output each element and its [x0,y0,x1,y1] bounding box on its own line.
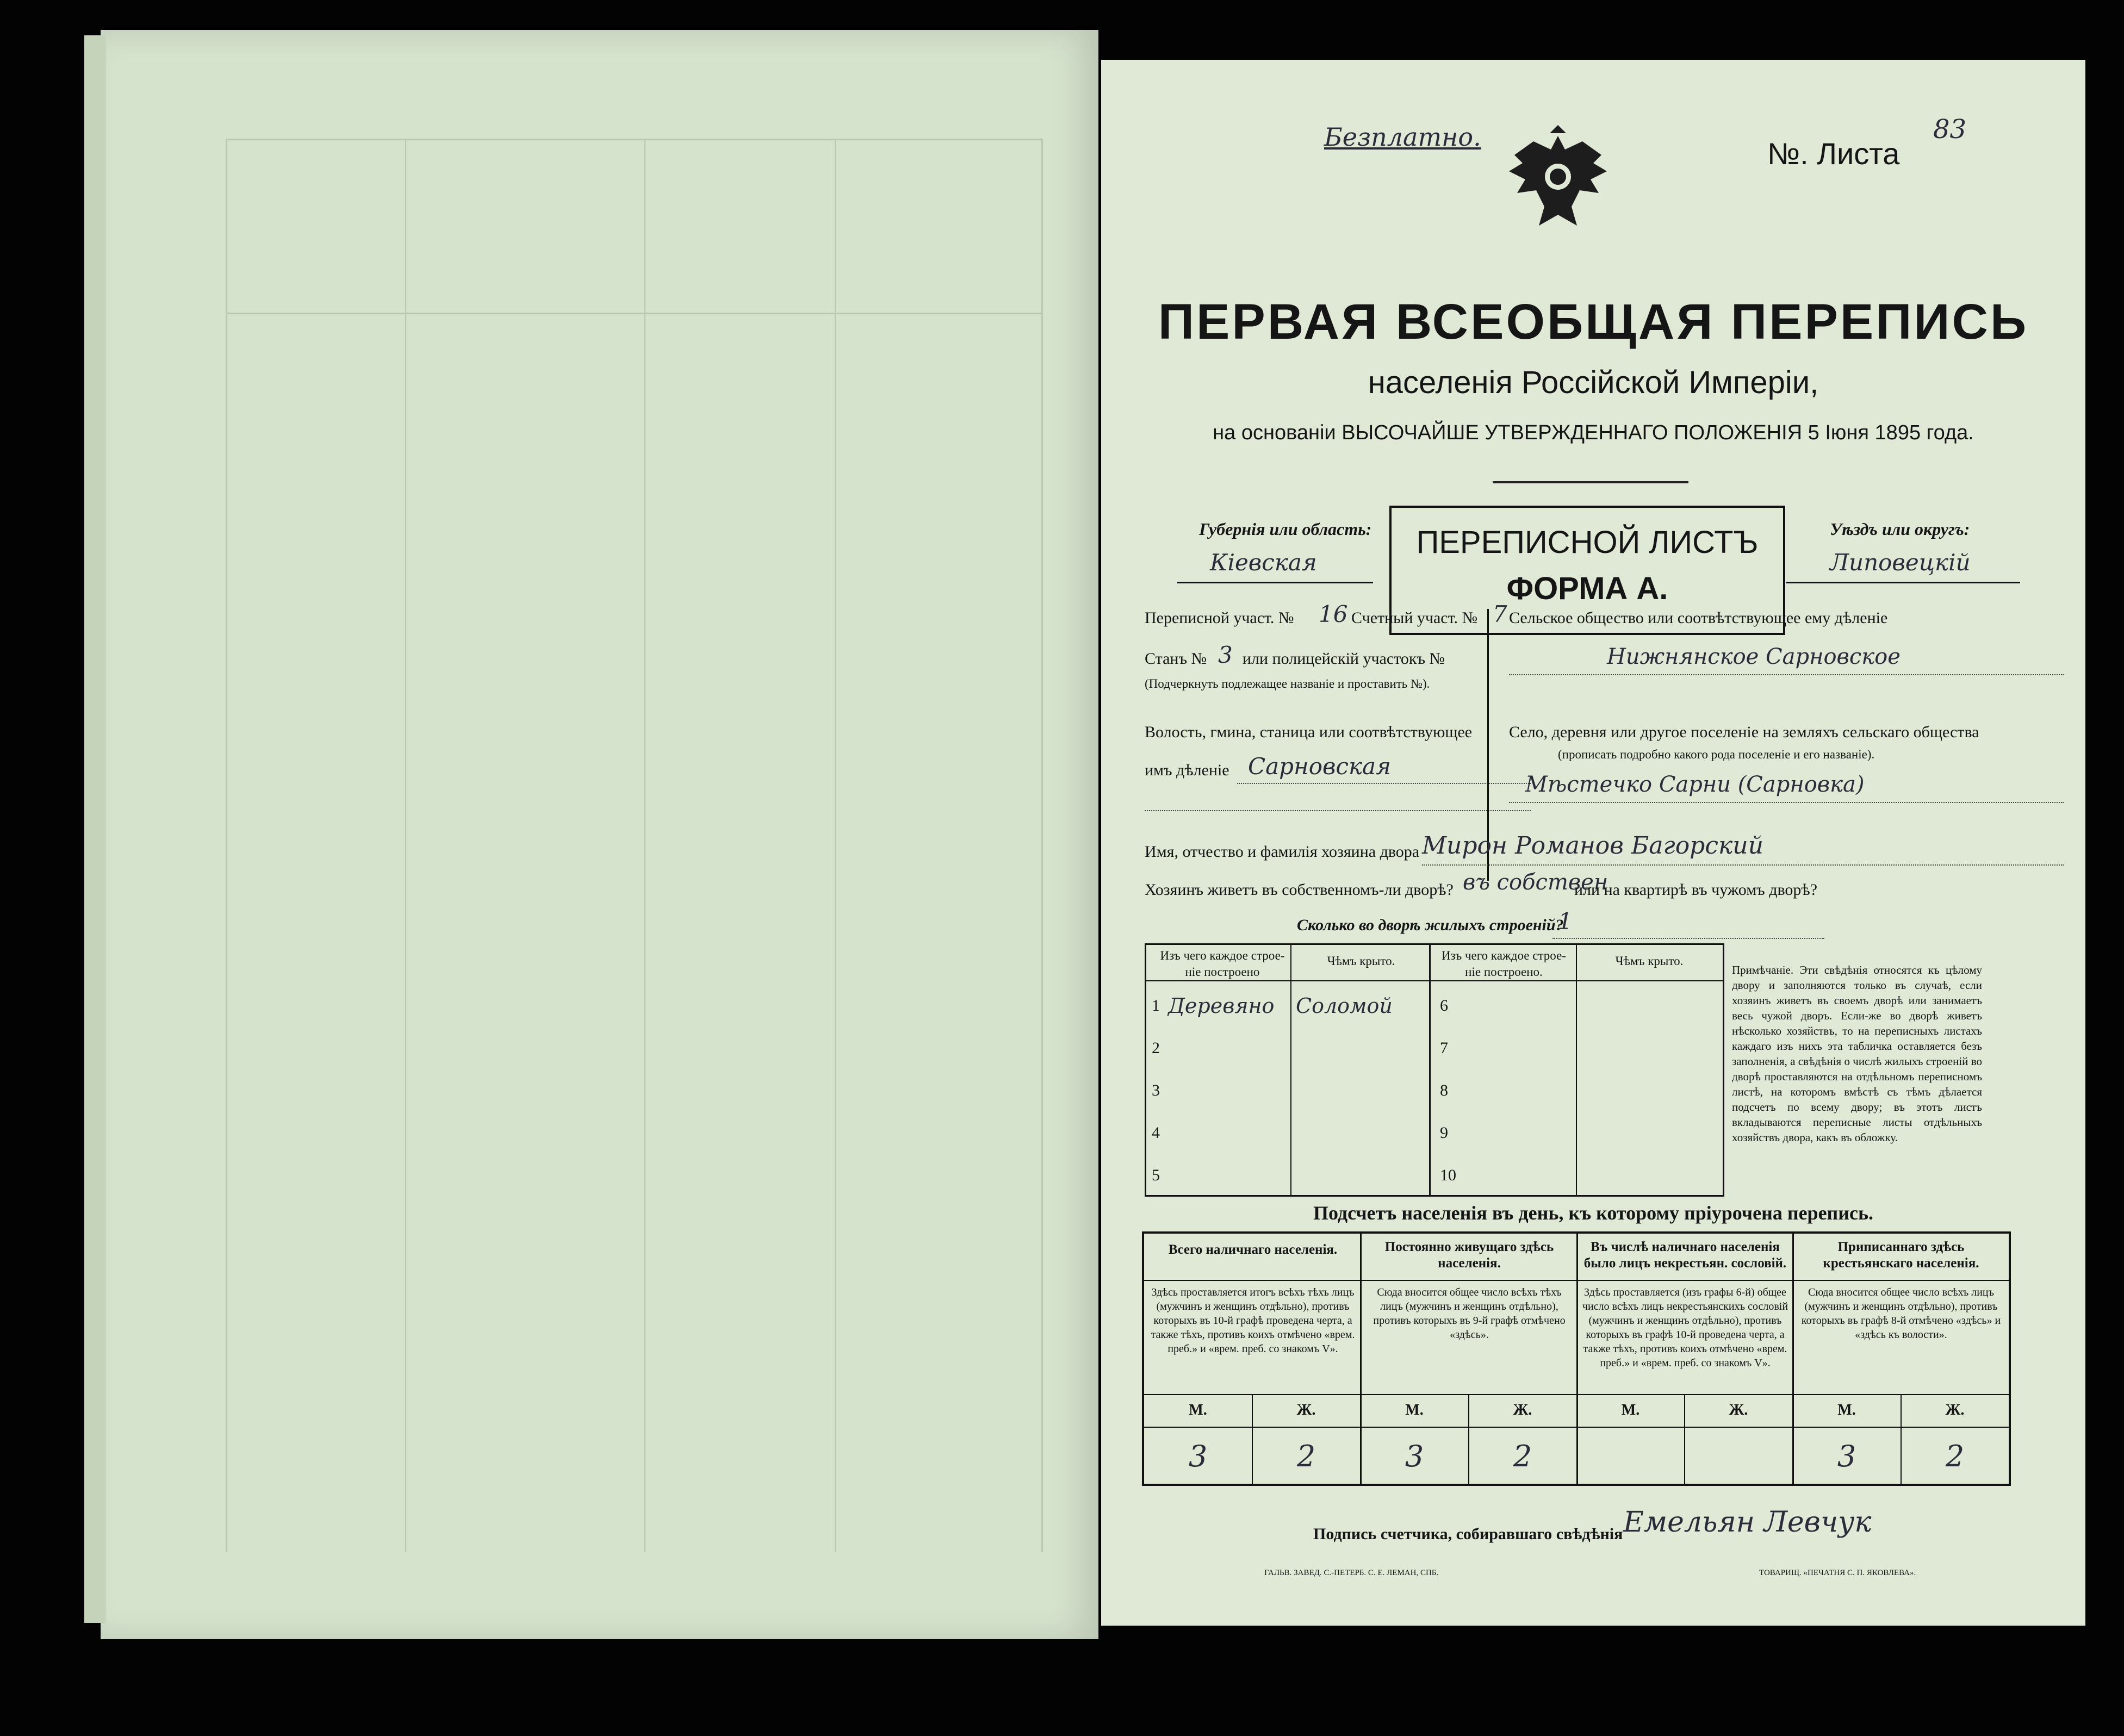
population-title: Подсчетъ населенія въ день, къ которому пріурочена перепись. [1313,1202,1874,1224]
owner-value: Мирон Романов Багорский [1422,832,1763,860]
selskoe-label: Сельское общество или соотвѣтствующее ему дѣленіе [1509,609,1888,627]
lives-value: въ собствен [1463,870,1608,895]
stan-note: (Подчеркнуть подлежащее названіе и проставить №). [1145,677,1430,690]
col-roof-header: Чѣмъ крыто. [1327,954,1395,968]
table-row: 4 [1152,1124,1160,1142]
count-value: 3 [1188,1439,1208,1473]
gubernia-block [1156,511,1373,587]
uchast-label: Переписной участ. № [1145,609,1294,627]
ghost-rule [644,139,645,1552]
table-row: 5 [1152,1166,1160,1184]
lives-label-2: или на квартирѣ въ чужомъ дворѣ? [1574,881,1818,899]
volost-label: Волость, гмина, станица или соотвѣтствующее [1145,723,1473,741]
buildings-table [1145,943,1724,1197]
form-subtitle: ФОРМА А. [1506,571,1668,606]
signature-value: Емельян Левчук [1623,1506,1872,1539]
sheet-number-value: 83 [1933,114,1967,145]
pop-col-header: Приписаннаго здѣсь крестьянскаго населенія. [1823,1240,1979,1271]
zh-label: Ж. [1513,1402,1532,1418]
col-material-header-2: Изъ чего каждое строе-ніе построено. [1442,949,1566,979]
census-basis: на основаніи ВЫСОЧАЙШЕ УТВЕРЖДЕННАГО ПОЛОЖЕНІЯ 5 Іюня 1895 года. [1213,421,1974,444]
stan-value: 3 [1218,642,1233,668]
m-label: М. [1189,1402,1207,1418]
sheet-number-label: №. Листа [1767,136,1900,171]
imperial-eagle-icon [1506,125,1610,234]
ghost-rule [835,139,836,1552]
selo-label: Село, деревня или другое поселеніе на земляхъ сельскаго общества [1509,723,1979,741]
note-text: Примѣчаніе. Эти свѣдѣнія относятся къ цѣлому двору и заполняются только въ случаѣ, если хозяинъ живетъ въ своемъ дворѣ или занимаетъ весь чужой дворъ. Если-же во дворѣ живетъ нѣсколько хозяйствъ, то на переписныхъ листахъ каждаго изъ нихъ эта табличка оставляется безъ заполненія, а свѣдѣнія о числѣ жилыхъ строеній во дворѣ проставляются на отдѣльномъ переписномъ листѣ, на которомъ вмѣстѣ съ тѣмъ дѣлается подсчетъ по всему двору; въ этотъ листъ вкладываются переписные листы отдѣльныхъ хозяйствъ двора, какъ въ обложку. [1732,963,1982,1144]
pop-col-header: Въ числѣ наличнаго населенія было лицъ некрестьян. сословій. [1583,1240,1787,1271]
pop-col-desc: Здѣсь проставляется (изъ графы 6-й) общее число всѣхъ лицъ некрестьянскихъ сословій (мужчинъ и женщинъ отдѣльно), противъ которыхъ въ графѣ 10-й проведена черта, а также тѣхъ, противъ коихъ отмѣчено «врем. преб.» и «врем. преб. со знакомъ V». [1582,1286,1788,1369]
zh-label: Ж. [1729,1402,1748,1418]
gubernia-label: Губернія или область: [1199,519,1372,539]
count-value: 2 [1513,1439,1532,1473]
count-value: 2 [1945,1439,1965,1473]
printer-imprint-right: ТОВАРИЩ. «ПЕЧАТНЯ С. П. ЯКОВЛЕВА». [1759,1569,1916,1577]
uezd-value: Липовецкій [1830,549,1971,576]
m-label: М. [1405,1402,1424,1418]
population-table [1142,1231,2011,1486]
selo-note: (прописать подробно какого рода поселеніе и его названіе). [1558,748,1875,761]
m-label: М. [1837,1402,1856,1418]
police-label: или полицейскій участокъ № [1243,650,1445,668]
lives-label: Хозяинъ живетъ въ собственномъ-ли дворѣ? [1145,881,1454,899]
ghost-rule [1041,139,1043,1552]
table-row: 1 Деревяно Соломой [1152,994,1393,1018]
volost-label-2: имъ дѣленіе [1145,761,1229,779]
pop-col-desc: Сюда вносится общее число всѣхъ тѣхъ лицъ (мужчинъ и женщинъ отдѣльно), противъ которыхъ въ 9-й графѣ отмѣчено «здѣсь». [1373,1286,1566,1341]
free-label: Безплатно. [1324,122,1481,152]
census-subtitle: населенія Россійской Имперіи, [1368,365,1819,400]
table-row: 3 [1152,1081,1160,1099]
pop-col-header: Постоянно живущаго здѣсь населенія. [1384,1240,1554,1271]
ghost-rule [405,139,406,1552]
schet-label: Счетный участ. № [1351,609,1478,627]
ghost-rule [226,139,1041,140]
count-value: 2 [1296,1439,1316,1473]
pop-col-header: Всего наличнаго населенія. [1168,1242,1338,1257]
census-form-page [1101,60,2085,1626]
count-value: 3 [1837,1439,1856,1473]
table-row: 2 [1152,1039,1160,1057]
selskoe-value: Нижнянское Сарновское [1607,644,1901,669]
row-number: 9 [1440,1124,1448,1142]
col-roof-header-2: Чѣмъ крыто. [1615,954,1684,968]
printer-imprint-left: ГАЛЬВ. ЗАВЕД. С.-ПЕТЕРБ. С. Е. ЛЕМАН, СПБ. [1264,1569,1439,1577]
volost-value: Сарновская [1248,753,1391,780]
page-stack-edge [84,35,106,1623]
houses-value: 1 [1558,908,1573,935]
ornament-divider [1493,481,1688,483]
ghost-rule [226,313,1041,314]
houses-label: Сколько во дворѣ жилыхъ строеній? [1297,916,1564,934]
schet-value: 7 [1493,601,1507,627]
left-page [101,30,1098,1639]
count-value: 3 [1405,1439,1424,1473]
m-label: М. [1621,1402,1640,1418]
uezd-label: Уѣздъ или округъ: [1830,519,1970,539]
pop-col-desc: Сюда вносится общее число всѣхъ лицъ (мужчинъ и женщинъ отдѣльно), противъ которыхъ въ графѣ 8-й отмѣчено «здѣсь» и «здѣсь къ волости». [1801,1286,2001,1341]
ghost-rule [226,139,227,1552]
col-material-header: Изъ чего каждое строе-ніе построено [1160,949,1285,979]
pop-col-desc: Здѣсь проставляется итогъ всѣхъ тѣхъ лицъ (мужчинъ и женщинъ отдѣльно), противъ которыхъ въ 10-й графѣ проведена черта, а также тѣхъ, противъ коихъ отмѣчено «врем. преб.» и «врем. преб. со знакомъ V». [1151,1286,1355,1355]
selo-value: Мѣстечко Сарни (Сарновка) [1525,772,1865,797]
uchast-value: 16 [1319,601,1348,627]
owner-label: Имя, отчество и фамилія хозяина двора [1145,843,1420,861]
row-number: 8 [1440,1081,1448,1099]
stan-label: Станъ № [1145,650,1207,668]
form-title: ПЕРЕПИСНОЙ ЛИСТЪ [1416,525,1759,560]
uezd-block [1786,511,2020,587]
zh-label: Ж. [1296,1402,1316,1418]
census-title: ПЕРВАЯ ВСЕОБЩАЯ ПЕРЕПИСЬ [1158,294,2029,350]
zh-label: Ж. [1945,1402,1965,1418]
gubernia-value: Кіевская [1210,549,1317,576]
row-number: 7 [1440,1039,1448,1057]
signature-label: Подпись счетчика, собиравшаго свѣдѣнія [1313,1525,1623,1543]
row-number: 6 [1440,997,1448,1015]
row-number: 10 [1440,1166,1456,1184]
